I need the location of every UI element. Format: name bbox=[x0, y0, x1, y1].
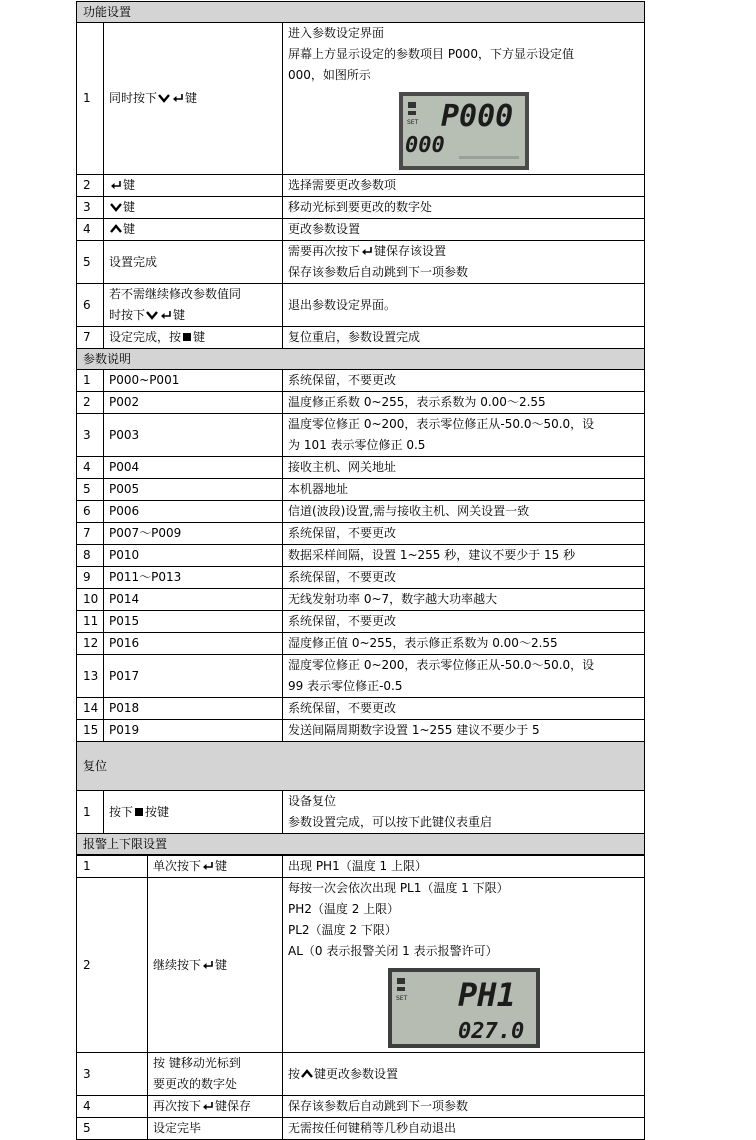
table-cell: 键 bbox=[104, 219, 283, 241]
param-row bbox=[77, 655, 645, 698]
table-cell: 2 bbox=[77, 175, 104, 197]
down-chevron-icon bbox=[146, 310, 158, 320]
down-chevron-icon bbox=[110, 202, 122, 212]
table-cell: 6 bbox=[77, 284, 104, 327]
table-cell: 保存该参数后自动跳到下一项参数 bbox=[283, 1096, 645, 1118]
table-cell: P015 bbox=[104, 611, 283, 633]
table-cell: 复位重启，参数设置完成 bbox=[283, 327, 645, 349]
description-cell: 进入参数设定界面 屏幕上方显示设定的参数项目 P000，下方显示设定值 000，如图所示 SET P000 000 bbox=[283, 23, 645, 175]
table-cell: P004 bbox=[104, 457, 283, 479]
up-chevron-icon bbox=[301, 1069, 313, 1079]
table-cell: 数据采样间隔，设置 1~255 秒，建议不要少于 15 秒 bbox=[283, 545, 645, 567]
section-alarm bbox=[77, 834, 645, 855]
enter-arrow-icon bbox=[202, 960, 214, 970]
table-cell: 13 bbox=[77, 655, 104, 698]
table-cell: 14 bbox=[77, 698, 104, 720]
table-cell: 12 bbox=[77, 633, 104, 655]
lcd-bottom-value: 027.0 bbox=[457, 1019, 524, 1044]
func-row-2 bbox=[77, 175, 645, 197]
table-cell: 单次按下 键 bbox=[148, 856, 283, 878]
square-stop-icon bbox=[134, 807, 144, 817]
table-cell: P016 bbox=[104, 633, 283, 655]
func-row-6 bbox=[77, 284, 645, 327]
table-cell: 接收主机、网关地址 bbox=[283, 457, 645, 479]
table-cell: 11 bbox=[77, 611, 104, 633]
param-row bbox=[77, 370, 645, 392]
table-cell: 无需按任何键稍等几秒自动退出 bbox=[283, 1118, 645, 1140]
svg-text:SET: SET bbox=[395, 995, 407, 1002]
param-row bbox=[77, 633, 645, 655]
alarm-row-2 bbox=[77, 878, 645, 1053]
section-title: 功能设置 bbox=[77, 2, 645, 23]
enter-arrow-icon bbox=[172, 93, 184, 103]
table-cell: 需要再次按下 键保存该设置 保存该参数后自动跳到下一项参数 bbox=[283, 241, 645, 284]
table-cell: 3 bbox=[77, 414, 104, 457]
param-row bbox=[77, 523, 645, 545]
param-row bbox=[77, 414, 645, 457]
table-cell: P002 bbox=[104, 392, 283, 414]
up-chevron-icon bbox=[110, 224, 122, 234]
document bbox=[76, 1, 644, 1140]
table-cell: 发送间隔周期数字设置 1~255 建议不要少于 5 bbox=[283, 720, 645, 742]
table-cell: 4 bbox=[77, 219, 104, 241]
func-row-5 bbox=[77, 241, 645, 284]
table-cell: 移动光标到要更改的数字处 bbox=[283, 197, 645, 219]
table-cell: 15 bbox=[77, 720, 104, 742]
table-cell: 3 bbox=[77, 197, 104, 219]
table-cell: P007～P009 bbox=[104, 523, 283, 545]
param-row bbox=[77, 392, 645, 414]
square-stop-icon bbox=[182, 332, 192, 342]
table-cell: 1 bbox=[77, 791, 104, 834]
table-cell: P010 bbox=[104, 545, 283, 567]
table-cell: 2 bbox=[77, 392, 104, 414]
table-cell: 5 bbox=[77, 479, 104, 501]
table-cell: P014 bbox=[104, 589, 283, 611]
table-cell: 键 bbox=[104, 175, 283, 197]
table-cell: 系统保留，不要更改 bbox=[283, 611, 645, 633]
table-cell: 选择需要更改参数项 bbox=[283, 175, 645, 197]
section-function-setup bbox=[77, 2, 645, 23]
table-cell: 系统保留，不要更改 bbox=[283, 698, 645, 720]
table-cell: 温度零位修正 0~200，表示零位修正从-50.0～50.0，设 为 101 表示零位修正 0.5 bbox=[283, 414, 645, 457]
table-cell: 设定完毕 bbox=[148, 1118, 283, 1140]
table-cell: 继续按下 键 bbox=[148, 878, 283, 1053]
enter-arrow-icon bbox=[202, 1101, 214, 1111]
table-cell: 湿度零位修正 0~200，表示零位修正从-50.0～50.0，设 99 表示零位修正-0.5 bbox=[283, 655, 645, 698]
table-cell: 6 bbox=[77, 501, 104, 523]
down-chevron-icon bbox=[158, 93, 170, 103]
table-cell: 设备复位 参数设置完成，可以按下此键仪表重启 bbox=[283, 791, 645, 834]
func-row-7 bbox=[77, 327, 645, 349]
enter-arrow-icon bbox=[160, 310, 172, 320]
table-cell: 4 bbox=[77, 457, 104, 479]
lcd-display-image bbox=[388, 968, 540, 1048]
table-cell: 1 bbox=[77, 370, 104, 392]
table-cell: 无线发射功率 0~7，数字越大功率越大 bbox=[283, 589, 645, 611]
param-row bbox=[77, 545, 645, 567]
enter-arrow-icon bbox=[361, 246, 373, 256]
section-title: 报警上下限设置 bbox=[77, 834, 645, 855]
table-cell: 5 bbox=[77, 1118, 148, 1140]
table-cell: 信道(波段)设置,需与接收主机、网关设置一致 bbox=[283, 501, 645, 523]
table-cell: 系统保留，不要更改 bbox=[283, 567, 645, 589]
section-title: 参数说明 bbox=[77, 349, 645, 370]
table-cell: 每按一次会依次出现 PL1（温度 1 下限） PH2（温度 2 上限） PL2（温度 2 下限） AL（0 表示报警关闭 1 表示报警许可） SET PH1 027.0 bbox=[283, 878, 645, 1053]
param-row bbox=[77, 611, 645, 633]
table-cell: 出现 PH1（温度 1 上限） bbox=[283, 856, 645, 878]
func-row-4 bbox=[77, 219, 645, 241]
table-cell: P005 bbox=[104, 479, 283, 501]
param-row bbox=[77, 589, 645, 611]
table-cell: 8 bbox=[77, 545, 104, 567]
table-cell: 5 bbox=[77, 241, 104, 284]
table-cell: 再次按下 键保存 bbox=[148, 1096, 283, 1118]
table-cell: 2 bbox=[77, 878, 148, 1053]
alarm-row-4 bbox=[77, 1096, 645, 1118]
table-cell: P003 bbox=[104, 414, 283, 457]
table-cell: 1 bbox=[77, 856, 148, 878]
alarm-table bbox=[76, 855, 645, 1140]
table-cell: P000~P001 bbox=[104, 370, 283, 392]
table-cell: 3 bbox=[77, 1053, 148, 1096]
lcd-top-value: P000 bbox=[440, 99, 513, 134]
section-title: 复位 bbox=[77, 742, 645, 791]
svg-text:SET: SET bbox=[406, 119, 418, 126]
reset-row bbox=[77, 791, 645, 834]
section-param-desc bbox=[77, 349, 645, 370]
alarm-row-3 bbox=[77, 1053, 645, 1096]
table-cell: 按 键更改参数设置 bbox=[283, 1053, 645, 1096]
enter-arrow-icon bbox=[110, 180, 122, 190]
table-cell: 4 bbox=[77, 1096, 148, 1118]
table-cell: P017 bbox=[104, 655, 283, 698]
table-cell: 设置完成 bbox=[104, 241, 283, 284]
param-row bbox=[77, 457, 645, 479]
table-cell: 本机器地址 bbox=[283, 479, 645, 501]
param-row bbox=[77, 501, 645, 523]
lcd-top-value: PH1 bbox=[457, 976, 516, 1014]
func-row-1 bbox=[77, 23, 645, 175]
table-cell: 若不需继续修改参数值同 时按下 键 bbox=[104, 284, 283, 327]
row-number: 1 bbox=[77, 23, 104, 175]
table-cell: 更改参数设置 bbox=[283, 219, 645, 241]
table-cell: 10 bbox=[77, 589, 104, 611]
table-cell: 系统保留，不要更改 bbox=[283, 523, 645, 545]
main-table bbox=[76, 1, 645, 855]
lcd-bottom-value: 000 bbox=[404, 133, 445, 158]
param-row bbox=[77, 698, 645, 720]
table-cell: P006 bbox=[104, 501, 283, 523]
table-cell: 键 bbox=[104, 197, 283, 219]
param-row bbox=[77, 720, 645, 742]
param-row bbox=[77, 479, 645, 501]
lcd-display-image bbox=[399, 92, 529, 170]
action-cell: 同时按下 键 bbox=[104, 23, 283, 175]
table-cell: 系统保留，不要更改 bbox=[283, 370, 645, 392]
table-cell: 9 bbox=[77, 567, 104, 589]
table-cell: P019 bbox=[104, 720, 283, 742]
table-cell: 湿度修正值 0~255，表示修正系数为 0.00～2.55 bbox=[283, 633, 645, 655]
table-cell: P018 bbox=[104, 698, 283, 720]
param-row bbox=[77, 567, 645, 589]
func-row-3 bbox=[77, 197, 645, 219]
section-reset bbox=[77, 742, 645, 791]
alarm-row-1 bbox=[77, 856, 645, 878]
table-cell: 退出参数设定界面。 bbox=[283, 284, 645, 327]
table-cell: 设定完成，按 键 bbox=[104, 327, 283, 349]
table-cell: P011～P013 bbox=[104, 567, 283, 589]
table-cell: 7 bbox=[77, 327, 104, 349]
table-cell: 按下 按键 bbox=[104, 791, 283, 834]
enter-arrow-icon bbox=[202, 861, 214, 871]
table-cell: 温度修正系数 0~255，表示系数为 0.00～2.55 bbox=[283, 392, 645, 414]
table-cell: 按 键移动光标到 要更改的数字处 bbox=[148, 1053, 283, 1096]
table-cell: 7 bbox=[77, 523, 104, 545]
